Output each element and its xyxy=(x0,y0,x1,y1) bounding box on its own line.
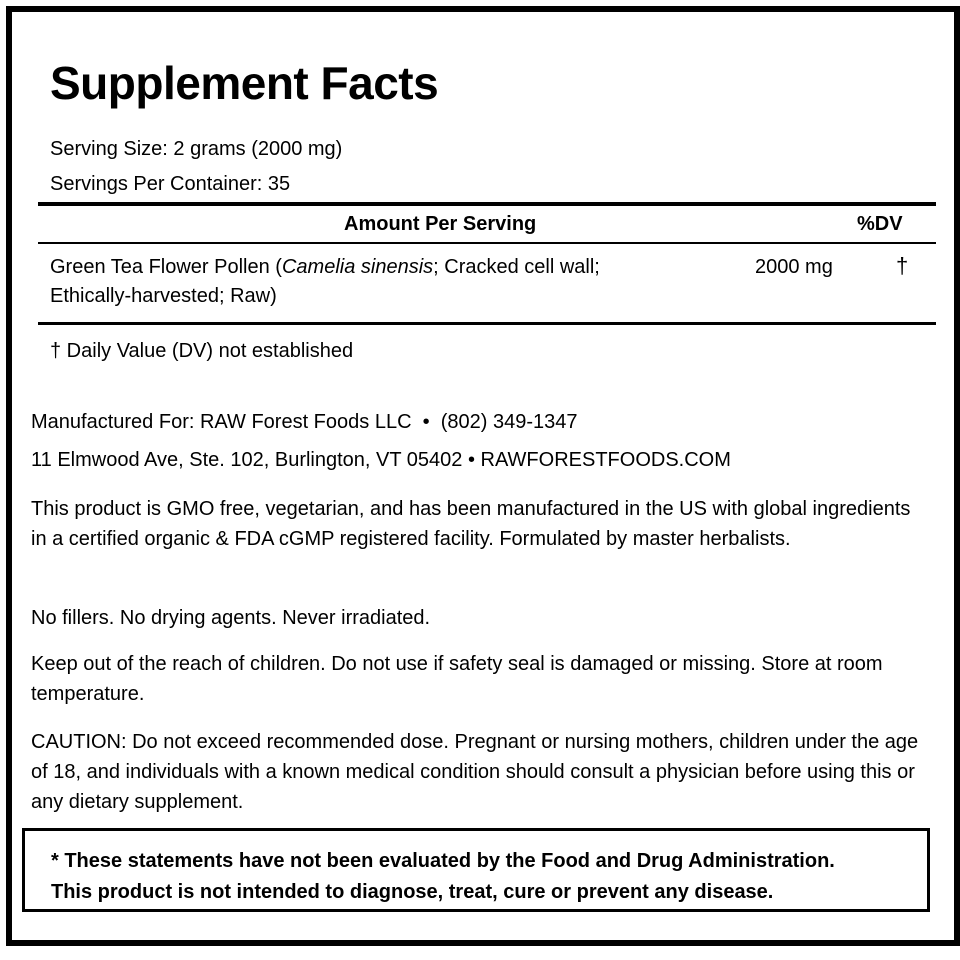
table-bottom-rule xyxy=(38,322,936,325)
ingredient-name-line1 xyxy=(50,257,600,277)
header-dv: %DV xyxy=(857,213,903,235)
fda-disclaimer-box xyxy=(22,828,930,912)
fillers-statement: No fillers. No drying agents. Never irradiated. xyxy=(31,607,431,629)
serving-size: Serving Size: 2 grams (2000 mg) xyxy=(50,138,343,160)
table-top-rule xyxy=(38,202,936,206)
ingredient-amount: 2000 mg xyxy=(755,256,833,278)
ingredient-dv: † xyxy=(896,253,909,278)
manufacturer-line1: Manufactured For: RAW Forest Foods LLC • (802) 349-1347 xyxy=(31,411,578,433)
fda-disclaimer-text xyxy=(51,846,835,908)
fda-disclaimer-line2: This product is not intended to diagnose, treat, cure or prevent any disease. xyxy=(51,881,774,903)
caution-statement: CAUTION: Do not exceed recommended dose. Pregnant or nursing mothers, children under the age of 18, and individuals with a known medical condition should consult a physician before using this or any dietary supplement. xyxy=(31,731,919,813)
page-title: Supplement Facts xyxy=(50,57,439,109)
dv-footnote: † Daily Value (DV) not established xyxy=(50,340,354,362)
servings-per-container: Servings Per Container: 35 xyxy=(50,173,291,195)
fda-disclaimer-line1: * These statements have not been evaluated by the Food and Drug Administration. xyxy=(51,850,835,872)
ingredient-latin-name: Camelia sinensis xyxy=(281,256,434,278)
manufacturer-line2: 11 Elmwood Ave, Ste. 102, Burlington, VT 05402 • RAWFORESTFOODS.COM xyxy=(31,449,731,471)
gmo-statement: This product is GMO free, vegetarian, and has been manufactured in the US with global ingredients in a certified organic & FDA cGMP registered facility. Formulated by master herbalists. xyxy=(31,498,911,550)
ingredient-name-line2: Ethically-harvested; Raw) xyxy=(50,285,277,307)
storage-statement: Keep out of the reach of children. Do not use if safety seal is damaged or missing. Store at room temperature. xyxy=(31,653,883,705)
ingredient-name-prefix: Green Tea Flower Pollen ( xyxy=(50,256,282,278)
header-amount-per-serving: Amount Per Serving xyxy=(344,213,537,235)
ingredient-name-suffix: ; Cracked cell wall; xyxy=(433,256,600,278)
table-header-rule xyxy=(38,242,936,244)
